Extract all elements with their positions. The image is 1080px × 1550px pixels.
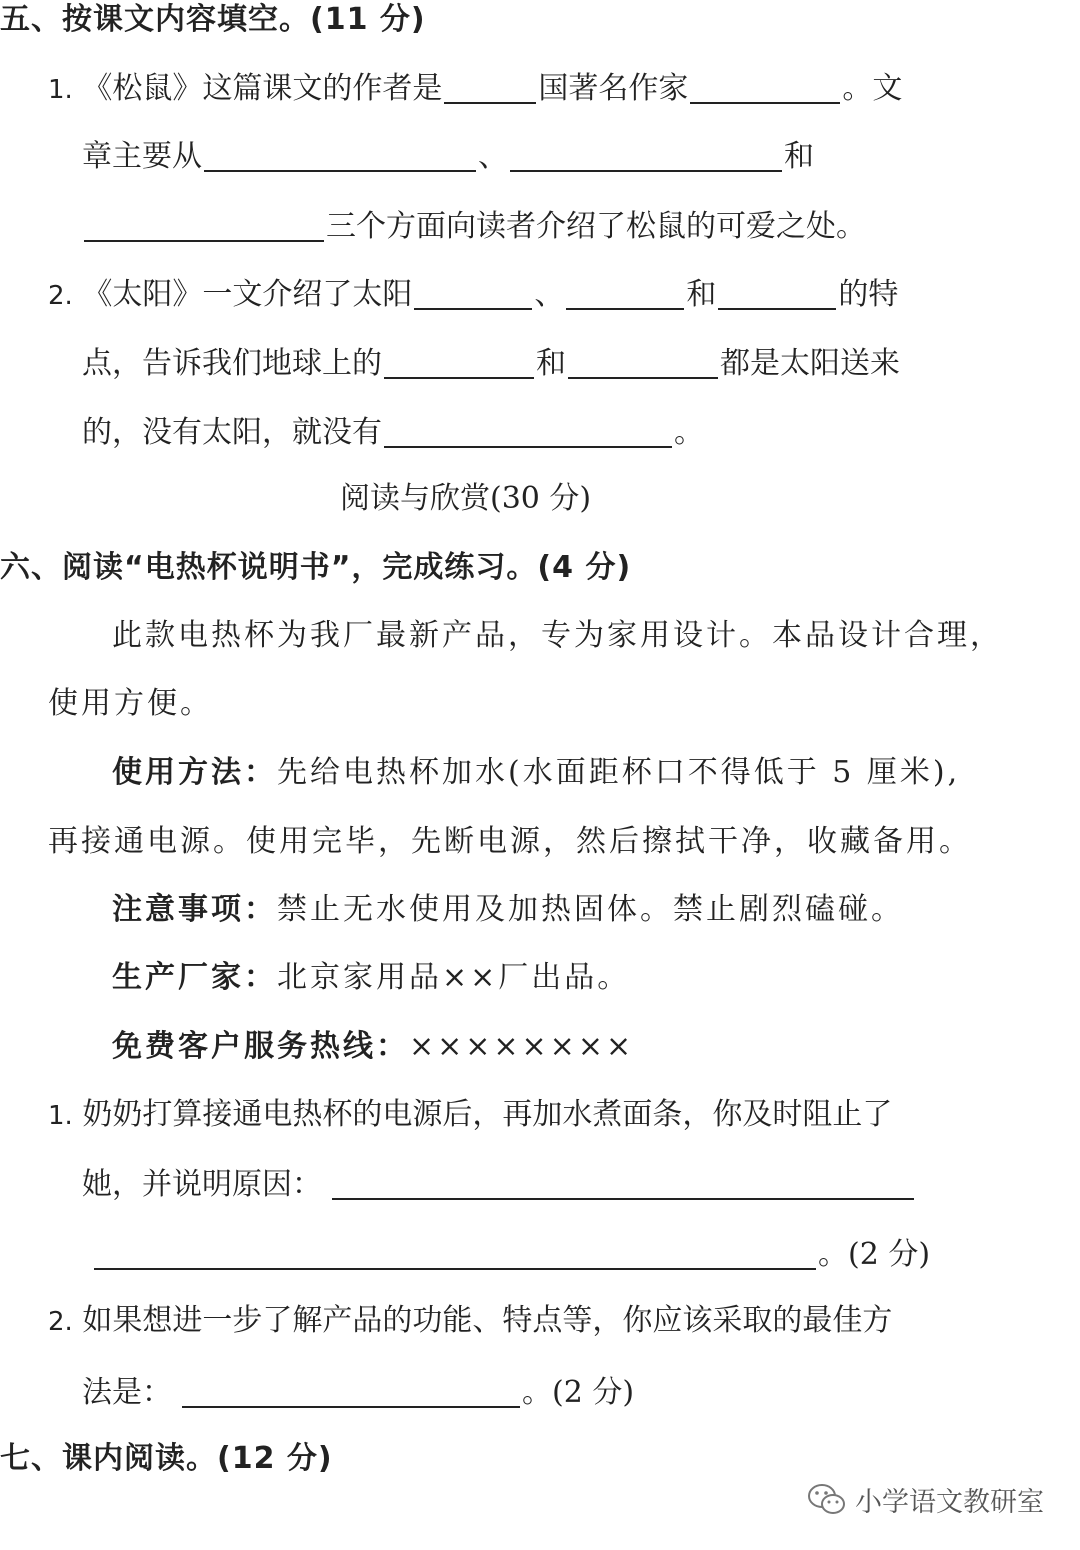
wechat-icon (807, 1483, 847, 1522)
s6-usage-line1: 使用方法：先给电热杯加水(水面距杯口不得低于 5 厘米), (112, 755, 961, 790)
blank[interactable] (84, 210, 324, 242)
blank[interactable] (384, 347, 534, 379)
s6-q2-line2: 法是： 。(2 分) (82, 1375, 635, 1410)
s6-notes: 注意事项：禁止无水使用及加热固体。禁止剧烈磕碰。 (112, 892, 904, 927)
maker-label: 生产厂家： (112, 960, 277, 995)
watermark-text: 小学语文教研室 (855, 1487, 1044, 1518)
question-number: 2. (48, 1307, 73, 1337)
notes-label: 注意事项： (112, 892, 277, 927)
blank[interactable] (718, 278, 836, 310)
s5-q2-line1: 2. 《太阳》一文介绍了太阳 、 和 的特 (48, 277, 899, 312)
section-7-title: 七、课内阅读。(12 分) (0, 1441, 333, 1476)
blank[interactable] (384, 416, 672, 448)
section-5-title: 五、按课文内容填空。(11 分) (0, 2, 426, 37)
s6-q1-line3: 。(2 分) (92, 1238, 930, 1270)
s6-q1-line2: 她，并说明原因： (82, 1168, 916, 1200)
watermark (807, 1483, 1044, 1522)
answer-blank[interactable] (94, 1238, 816, 1270)
blank[interactable] (444, 72, 536, 104)
s5-q1-line3: 三个方面向读者介绍了松鼠的可爱之处。 (82, 210, 866, 242)
question-number: 1. (48, 1101, 73, 1131)
question-number: 2. (48, 281, 73, 311)
blank[interactable] (566, 278, 684, 310)
s6-para1-line1: 此款电热杯为我厂最新产品，专为家用设计。本品设计合理， (112, 618, 1003, 653)
blank[interactable] (690, 72, 840, 104)
usage-label: 使用方法： (112, 755, 277, 790)
blank[interactable] (568, 347, 718, 379)
s6-hotline: 免费客户服务热线：×××××××× (112, 1029, 635, 1064)
s5-q1-line2: 章主要从 、 和 (82, 139, 814, 174)
s6-usage-line2: 再接通电源。使用完毕，先断电源，然后擦拭干净，收藏备用。 (48, 824, 972, 859)
reading-section-title: 阅读与欣赏(30 分) (340, 481, 592, 516)
s5-q2-line2: 点，告诉我们地球上的 和 都是太阳送来 (82, 346, 900, 381)
s6-maker: 生产厂家：北京家用品××厂出品。 (112, 960, 631, 995)
s5-q1-line1: 1. 《松鼠》这篇课文的作者是 国著名作家 。文 (48, 71, 903, 106)
s6-q1-line1: 1. 奶奶打算接通电热杯的电源后，再加水煮面条，你及时阻止了 (48, 1097, 893, 1132)
hotline-label: 免费客户服务热线： (112, 1029, 409, 1064)
s6-q2-line1: 2. 如果想进一步了解产品的功能、特点等，你应该采取的最佳方 (48, 1303, 893, 1338)
blank[interactable] (510, 140, 782, 172)
s6-para1-line2: 使用方便。 (48, 686, 213, 721)
blank[interactable] (204, 140, 476, 172)
answer-blank[interactable] (332, 1168, 914, 1200)
blank[interactable] (414, 278, 532, 310)
answer-blank[interactable] (182, 1376, 520, 1408)
section-6-title: 六、阅读“电热杯说明书”，完成练习。(4 分) (0, 550, 632, 585)
s5-q2-line3: 的，没有太阳，就没有 。 (82, 415, 704, 450)
question-number: 1. (48, 75, 73, 105)
